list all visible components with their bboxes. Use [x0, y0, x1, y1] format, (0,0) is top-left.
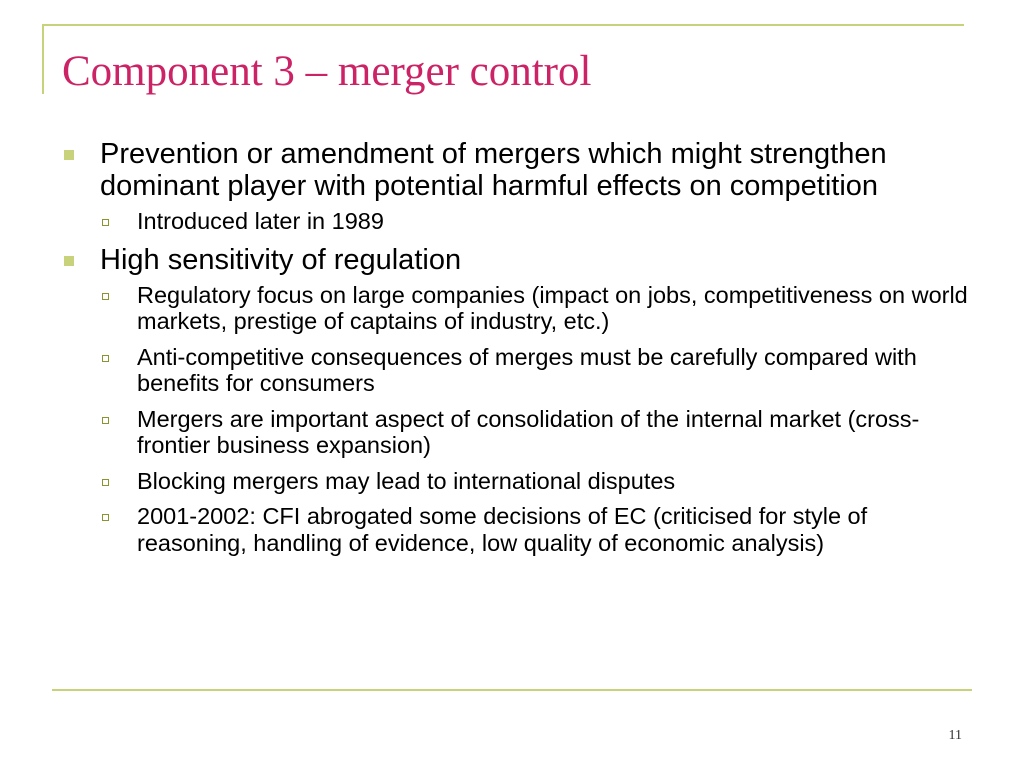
- hollow-square-bullet-icon: [102, 417, 109, 424]
- sub-bullet-item: [58, 282, 968, 335]
- sub-bullet-text: Blocking mergers may lead to international disputes: [137, 467, 676, 494]
- left-frame-line: [42, 24, 44, 94]
- bullet-item: [58, 244, 968, 276]
- sub-bullet-item: [58, 208, 968, 235]
- sub-bullet-text: Anti-competitive consequences of merges must be carefully compared with benefits for consumers: [137, 343, 917, 396]
- sub-bullet-item: [58, 344, 968, 397]
- sub-bullet-text: Introduced later in 1989: [137, 208, 384, 234]
- square-bullet-icon: [64, 256, 74, 266]
- bullet-item: [58, 138, 968, 202]
- hollow-square-bullet-icon: [102, 514, 109, 521]
- sub-bullet-item: [58, 468, 968, 495]
- bullet-text: Prevention or amendment of mergers which might strengthen dominant player with potential harmful effects on competition: [100, 138, 887, 202]
- sub-bullet-item: [58, 406, 968, 459]
- page-number: 11: [948, 728, 962, 743]
- slide-content: [58, 138, 968, 565]
- sub-bullet-text: Regulatory focus on large companies (impact on jobs, competitiveness on world markets, prestige of captains of industry, etc.): [137, 281, 968, 334]
- hollow-square-bullet-icon: [102, 355, 109, 362]
- hollow-square-bullet-icon: [102, 293, 109, 300]
- sub-bullet-text: Mergers are important aspect of consolidation of the internal market (cross-frontier business expansion): [137, 405, 920, 458]
- hollow-square-bullet-icon: [102, 219, 109, 226]
- square-bullet-icon: [64, 150, 74, 160]
- sub-bullet-text: 2001-2002: CFI abrogated some decisions of EC (criticised for style of reasoning, handling of evidence, low quality of economic analysis): [137, 503, 868, 556]
- sub-bullet-item: [58, 503, 968, 556]
- bottom-divider: [52, 689, 972, 691]
- slide-title: Component 3 – merger control: [62, 48, 592, 95]
- top-frame-line: [42, 24, 964, 26]
- bullet-text: High sensitivity of regulation: [100, 243, 462, 276]
- hollow-square-bullet-icon: [102, 479, 109, 486]
